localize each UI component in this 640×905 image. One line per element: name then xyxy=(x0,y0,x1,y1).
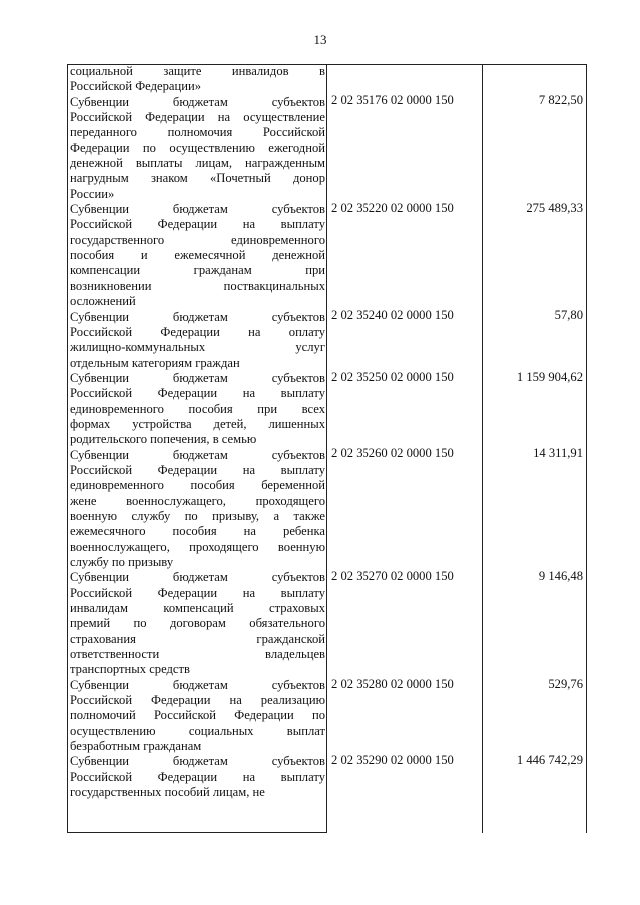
description-line: военнослужащего, проходящего военную xyxy=(70,539,325,554)
description-line: компенсации гражданам при xyxy=(70,263,325,278)
description-line: транспортных средств xyxy=(70,662,190,677)
column-divider-1 xyxy=(326,64,327,833)
description-line: страхования гражданской xyxy=(70,631,325,646)
budget-code: 2 02 35240 02 0000 150 xyxy=(331,308,454,323)
amount-value: 529,76 xyxy=(548,676,583,691)
description-line: ежемесячного пособия на ребенка xyxy=(70,524,325,539)
description-line: социальной защите инвалидов в xyxy=(70,64,325,78)
description-line: инвалидам компенсаций страховых xyxy=(70,601,325,616)
description-line: Федерации по осуществлению ежегодной xyxy=(70,140,325,155)
description-line: жене военнослужащего, проходящего xyxy=(70,493,325,508)
description-line: Субвенции бюджетам субъектов xyxy=(70,570,325,585)
description-line: безработным гражданам xyxy=(70,739,202,754)
description-line: Субвенции бюджетам субъектов xyxy=(70,202,325,217)
description-line: Субвенции бюджетам субъектов xyxy=(70,447,325,462)
page-number: 13 xyxy=(313,32,327,47)
description-line: премий по договорам обязательного xyxy=(70,616,325,631)
budget-code: 2 02 35250 02 0000 150 xyxy=(331,369,454,384)
description-line: Российской Федерации на выплату xyxy=(70,462,325,477)
amount-value: 1 446 742,29 xyxy=(516,753,583,768)
description-line: Субвенции бюджетам субъектов xyxy=(70,309,325,324)
amount-value: 275 489,33 xyxy=(526,200,583,215)
description-line: Российской Федерации на осуществление xyxy=(70,110,325,125)
budget-code: 2 02 35176 02 0000 150 xyxy=(331,93,454,108)
budget-code: 2 02 35280 02 0000 150 xyxy=(331,676,454,691)
budget-code: 2 02 35290 02 0000 150 xyxy=(331,753,454,768)
description-line: единовременного пособия при всех xyxy=(70,401,325,416)
description-line: Российской Федерации на выплату xyxy=(70,386,325,401)
description-line: переданного полномочия Российской xyxy=(70,125,325,140)
description-line: родительского попечения, в семью xyxy=(70,432,257,447)
description-line: Субвенции бюджетам субъектов xyxy=(70,754,325,769)
table-border-left xyxy=(67,64,68,833)
description-line: Российской Федерации на выплату xyxy=(70,585,325,600)
amount-value: 7 822,50 xyxy=(538,93,583,108)
description-column xyxy=(70,64,325,801)
amount-value: 1 159 904,62 xyxy=(516,369,583,384)
description-line: Российской Федерации на выплату xyxy=(70,769,325,784)
description-line: Российской Федерации на выплату xyxy=(70,217,325,232)
desc-bottom-border xyxy=(67,832,327,833)
description-line: службу по призыву xyxy=(70,555,174,569)
description-line: государственного единовременного xyxy=(70,232,325,247)
description-line: формах устройства детей, лишенных xyxy=(70,416,325,431)
description-line: России» xyxy=(70,186,115,201)
description-line: ответственности владельцев xyxy=(70,647,325,662)
description-line: возникновении поствакцинальных xyxy=(70,278,325,293)
description-line: Российской Федерации» xyxy=(70,79,201,94)
description-line: нагрудным знаком «Почетный донор xyxy=(70,171,325,186)
description-line: Субвенции бюджетам субъектов xyxy=(70,370,325,385)
description-line: денежной выплаты лицам, награжденным xyxy=(70,156,325,171)
description-line: осложнений xyxy=(70,294,136,309)
description-line: пособия и ежемесячной денежной xyxy=(70,248,325,263)
budget-code: 2 02 35260 02 0000 150 xyxy=(331,446,454,461)
budget-code: 2 02 35220 02 0000 150 xyxy=(331,200,454,215)
description-line: жилищно-коммунальных услуг xyxy=(70,340,325,355)
description-line: единовременного пособия беременной xyxy=(70,478,325,493)
description-line: Субвенции бюджетам субъектов xyxy=(70,94,325,109)
budget-table xyxy=(67,64,587,833)
table-border-right xyxy=(586,64,587,833)
amount-value: 14 311,91 xyxy=(533,446,583,461)
description-line: полномочий Российской Федерации по xyxy=(70,708,325,723)
description-line: отдельным категориям граждан xyxy=(70,355,240,370)
description-line: государственных пособий лицам, не xyxy=(70,785,265,800)
description-line: Российской Федерации на реализацию xyxy=(70,693,325,708)
description-line: Субвенции бюджетам субъектов xyxy=(70,677,325,692)
amount-value: 57,80 xyxy=(554,308,583,323)
description-line: осуществлению социальных выплат xyxy=(70,723,325,738)
amount-value: 9 146,48 xyxy=(538,569,583,584)
description-line: Российской Федерации на оплату xyxy=(70,324,325,339)
column-divider-2 xyxy=(482,64,483,833)
description-line: военную службу по призыву, а также xyxy=(70,508,325,523)
budget-code: 2 02 35270 02 0000 150 xyxy=(331,569,454,584)
